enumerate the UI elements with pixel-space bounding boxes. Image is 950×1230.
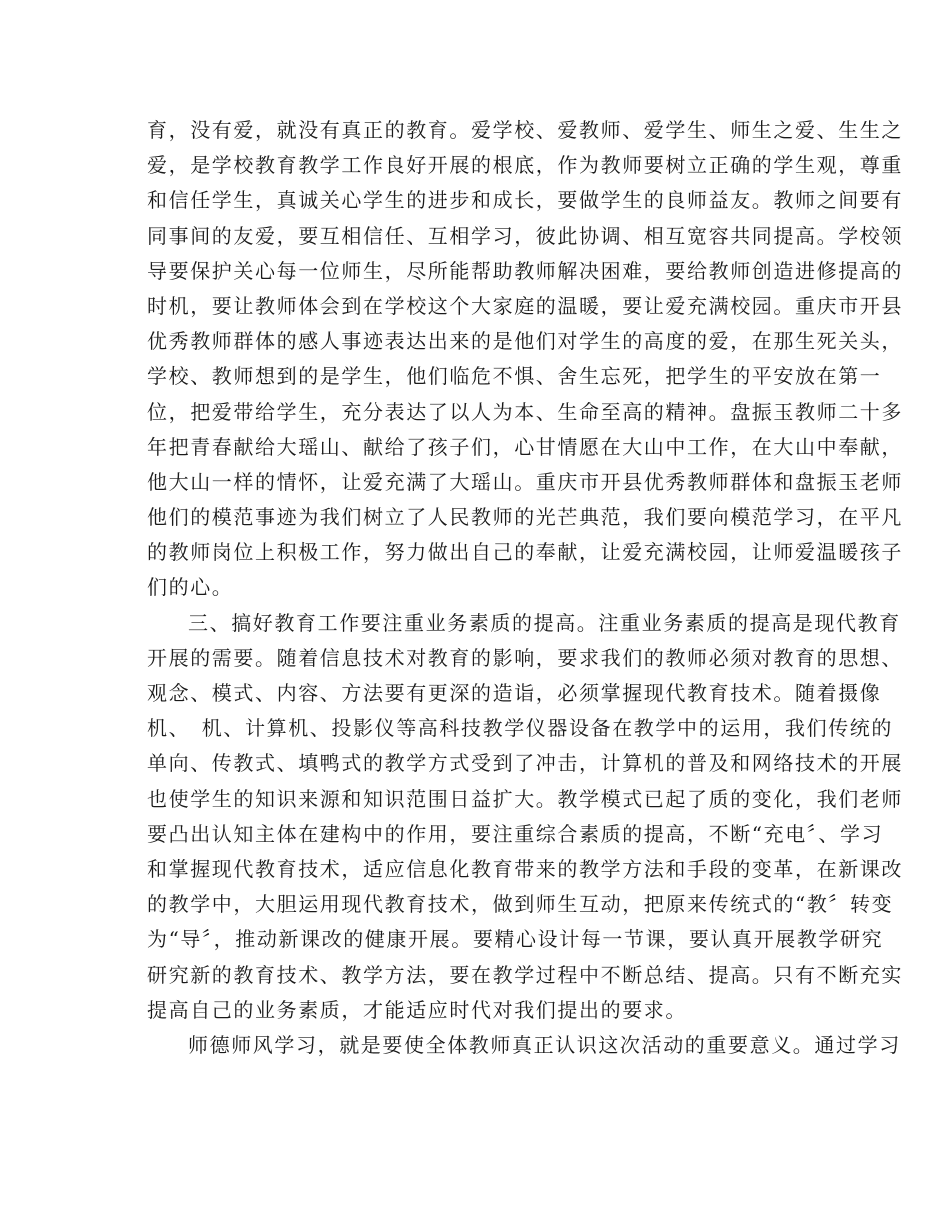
text-line: 要凸出认知主体在建构中的作用，要注重综合素质的提高，不断“充电〞、学习 — [147, 821, 884, 846]
text-line: 和信任学生，真诚关心学生的进步和成长，要做学生的良师益友。教师之间要有 — [147, 188, 903, 213]
text-line: 他大山一样的情怀，让爱充满了大瑶山。重庆市开县优秀教师群体和盘振玉老师 — [147, 469, 903, 494]
paragraph-ethics-study — [147, 1028, 901, 1063]
text-line: 的教学中，大胆运用现代教育技术，做到师生互动，把原来传统式的“教〞转变 — [147, 892, 894, 917]
paragraph-section-three — [147, 606, 903, 1028]
text-line: 时机，要让教师体会到在学校这个大家庭的温暖，要让爱充满校园。重庆市开县 — [147, 293, 903, 318]
document-page — [147, 113, 903, 1063]
text-line: 观念、模式、内容、方法要有更深的造诣，必须掌握现代教育技术。随着摄像 — [147, 681, 882, 705]
text-line: 导要保护关心每一位师生，尽所能帮助教师解决困难，要给教师创造进修提高的 — [147, 258, 903, 283]
text-line: 的教师岗位上积极工作，努力做出自己的奉献，让爱充满校园，让师爱温暖孩子 — [147, 540, 903, 565]
paragraph-love-education — [147, 113, 903, 606]
text-line: 位，把爱带给学生，充分表达了以人为本、生命至高的精神。盘振玉教师二十多 — [147, 399, 903, 424]
text-line: 优秀教师群体的感人事迹表达出来的是他们对学生的高度的爱，在那生死关头， — [147, 329, 903, 354]
text-line: 们的心。 — [147, 575, 234, 600]
text-line: 他们的模范事迹为我们树立了人民教师的光芒典范，我们要向模范学习，在平凡 — [147, 505, 903, 530]
text-line: 学校、教师想到的是学生，他们临危不惧、舍生忘死，把学生的平安放在第一 — [147, 364, 882, 389]
text-line: 单向、传教式、填鸭式的教学方式受到了冲击，计算机的普及和网络技术的开展 — [147, 751, 903, 776]
text-line: 师德师风学习，就是要使全体教师真正认识这次活动的重要意义。通过学习 — [188, 1032, 901, 1057]
text-line: 提高自己的业务素质，才能适应时代对我们提出的要求。 — [147, 997, 687, 1022]
text-line: 机、 机、计算机、投影仪等高科技教学仪器设备在教学中的运用，我们传统的 — [147, 716, 893, 741]
text-line: 育，没有爱，就没有真正的教育。爱学校、爱教师、爱学生、师生之爱、生生之 — [147, 118, 903, 142]
text-line: 爱，是学校教育教学工作良好开展的根底，作为教师要树立正确的学生观，尊重 — [147, 153, 903, 178]
section-heading-line: 三、搞好教育工作要注重业务素质的提高。注重业务素质的提高是现代教育 — [188, 610, 901, 635]
text-line: 也使学生的知识来源和知识范围日益扩大。教学模式已起了质的变化，我们老师 — [147, 786, 903, 811]
text-line: 研究新的教育技术、教学方法，要在教学过程中不断总结、提高。只有不断充实 — [147, 962, 903, 987]
text-line: 和掌握现代教育技术，适应信息化教育带来的教学方法和手段的变革，在新课改 — [147, 856, 903, 881]
text-line: 为“导〞，推动新课改的健康开展。要精心设计每一节课，要认真开展教学研究 — [147, 927, 884, 952]
text-line: 开展的需要。随着信息技术对教育的影响，要求我们的教师必须对教育的思想、 — [147, 645, 903, 670]
text-line: 同事间的友爱，要互相信任、互相学习，彼此协调、相互宽容共同提高。学校领 — [147, 223, 903, 248]
text-line: 年把青春献给大瑶山、献给了孩子们，心甘情愿在大山中工作，在大山中奉献， — [147, 434, 903, 459]
